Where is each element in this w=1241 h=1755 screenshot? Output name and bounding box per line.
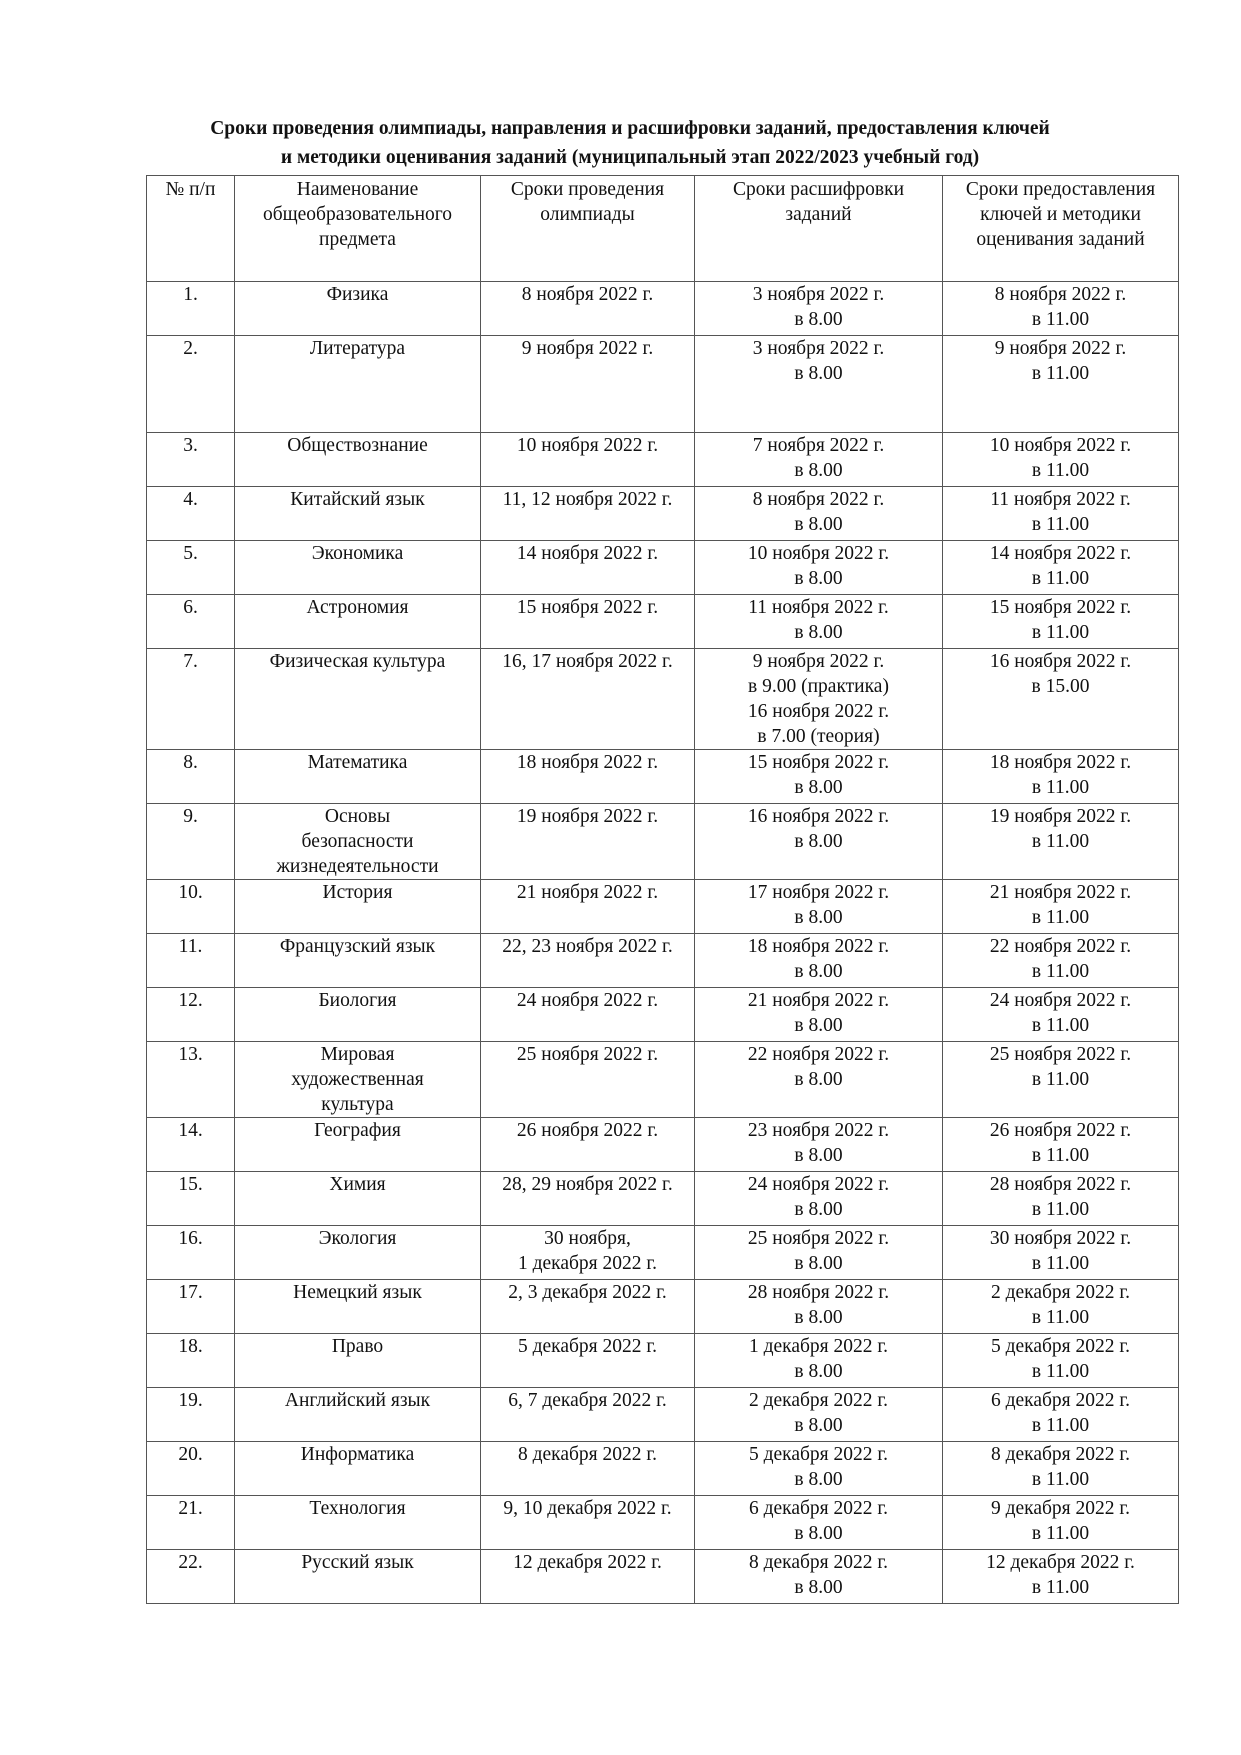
table-row [147,595,1179,649]
cell-line: 6 декабря 2022 г. [748,1498,889,1519]
cell-line: в 8.00 [794,1361,843,1382]
olympiad-date-cell [481,336,695,433]
decrypt-date-cell [695,541,943,595]
cell-line: Китайский язык [290,489,425,510]
cell-line: 16, 17 ноября 2022 г. [502,651,673,672]
olympiad-date-cell [481,541,695,595]
cell-line: в 11.00 [1031,1199,1090,1220]
decrypt-date-cell [695,595,943,649]
header-text: Сроки расшифровки [732,179,905,200]
cell-line: 11 ноября 2022 г. [748,597,889,618]
subject-cell [235,487,481,541]
cell-line: в 8.00 [794,514,843,535]
cell-line: в 8.00 [794,460,843,481]
cell-line: 2 декабря 2022 г. [748,1390,889,1411]
keys-date-cell [943,1496,1179,1550]
page-title [130,114,1130,172]
cell-line: в 11.00 [1031,777,1090,798]
table-row [147,336,1179,433]
cell-line: География [314,1120,401,1141]
cell-line: 14 ноября 2022 г. [989,543,1132,564]
subject-cell [235,988,481,1042]
subject-cell [235,282,481,336]
cell-line: Астрономия [306,597,409,618]
cell-line: 5 декабря 2022 г. [990,1336,1131,1357]
cell-line: Информатика [300,1444,415,1465]
decrypt-date-cell [695,1388,943,1442]
row-number: 16. [147,1226,235,1280]
table-row [147,1042,1179,1118]
cell-line: Мировая [320,1044,395,1065]
table-row [147,880,1179,934]
cell-line: в 8.00 [794,363,843,384]
row-number: 21. [147,1496,235,1550]
cell-line: 8 декабря 2022 г. [517,1444,658,1465]
keys-date-cell [943,649,1179,750]
cell-line: 16 ноября 2022 г. [989,651,1132,672]
cell-line: в 11.00 [1031,907,1090,928]
cell-line: 11, 12 ноября 2022 г. [502,489,673,510]
row-number: 12. [147,988,235,1042]
cell-line: 3 ноября 2022 г. [752,284,885,305]
table-row [147,988,1179,1042]
cell-line: 5 декабря 2022 г. [517,1336,658,1357]
subject-cell [235,804,481,880]
cell-line: 9, 10 декабря 2022 г. [503,1498,672,1519]
olympiad-date-cell [481,1118,695,1172]
table-row [147,433,1179,487]
cell-line: 8 ноября 2022 г. [994,284,1127,305]
table-row [147,804,1179,880]
cell-line: в 11.00 [1031,309,1090,330]
olympiad-date-cell [481,1388,695,1442]
keys-date-cell [943,1388,1179,1442]
cell-line: 14 ноября 2022 г. [516,543,659,564]
keys-date-cell [943,1442,1179,1496]
cell-line: 18 ноября 2022 г. [516,752,659,773]
row-number: 9. [147,804,235,880]
cell-line: в 8.00 [794,309,843,330]
decrypt-date-cell [695,1280,943,1334]
cell-line: Немецкий язык [293,1282,422,1303]
olympiad-date-cell [481,1334,695,1388]
cell-line: 30 ноября, [544,1228,631,1249]
subject-cell [235,1550,481,1604]
subject-cell [235,595,481,649]
decrypt-date-cell [695,880,943,934]
decrypt-date-cell [695,934,943,988]
cell-line: в 11.00 [1031,1523,1090,1544]
table-body [147,282,1179,1604]
cell-line: в 11.00 [1031,1069,1090,1090]
decrypt-date-cell [695,1226,943,1280]
keys-date-cell [943,1226,1179,1280]
olympiad-date-cell [481,1496,695,1550]
cell-line: 18 ноября 2022 г. [747,936,890,957]
cell-line: Технология [309,1498,406,1519]
header-text: ключей и методики [980,204,1141,225]
cell-line: 1 декабря 2022 г. [517,1253,658,1274]
table-row [147,934,1179,988]
subject-cell [235,1496,481,1550]
subject-cell [235,1334,481,1388]
cell-line: 24 ноября 2022 г. [747,1174,890,1195]
cell-line: 25 ноября 2022 г. [747,1228,890,1249]
cell-line: в 8.00 [794,961,843,982]
subject-cell [235,934,481,988]
cell-line: 25 ноября 2022 г. [989,1044,1132,1065]
cell-line: 15 ноября 2022 г. [747,752,890,773]
schedule-table [146,175,1179,1604]
decrypt-date-cell [695,1042,943,1118]
subject-cell [235,1118,481,1172]
cell-line: в 7.00 (теория) [757,726,880,747]
olympiad-date-cell [481,750,695,804]
cell-line: 2 декабря 2022 г. [990,1282,1131,1303]
cell-line: в 8.00 [794,1577,843,1598]
cell-line: 17 ноября 2022 г. [747,882,890,903]
cell-line: 21 ноября 2022 г. [989,882,1132,903]
cell-line: безопасности [301,831,414,852]
cell-line: 3 ноября 2022 г. [752,338,885,359]
cell-line: в 11.00 [1031,1015,1090,1036]
keys-date-cell [943,433,1179,487]
cell-line: Французский язык [279,936,436,957]
cell-line: 1 декабря 2022 г. [748,1336,889,1357]
cell-line: 26 ноября 2022 г. [516,1120,659,1141]
table-row [147,1118,1179,1172]
decrypt-date-cell [695,433,943,487]
subject-cell [235,1042,481,1118]
olympiad-date-cell [481,649,695,750]
keys-date-cell [943,1118,1179,1172]
cell-line: в 15.00 [1031,676,1090,697]
keys-date-cell [943,934,1179,988]
cell-line: 26 ноября 2022 г. [989,1120,1132,1141]
cell-line: 16 ноября 2022 г. [747,701,890,722]
table-row [147,1550,1179,1604]
cell-line: Математика [307,752,408,773]
row-number: 5. [147,541,235,595]
table-row [147,1334,1179,1388]
header-text: Наименование [296,179,419,200]
cell-line: в 11.00 [1031,1307,1090,1328]
row-number: 22. [147,1550,235,1604]
subject-cell [235,750,481,804]
table-row [147,1280,1179,1334]
cell-line: в 8.00 [794,1469,843,1490]
cell-line: 28 ноября 2022 г. [747,1282,890,1303]
cell-line: в 8.00 [794,568,843,589]
keys-date-cell [943,1334,1179,1388]
decrypt-date-cell [695,988,943,1042]
keys-date-cell [943,750,1179,804]
row-number: 10. [147,880,235,934]
cell-line: 19 ноября 2022 г. [989,806,1132,827]
cell-line: в 9.00 (практика) [748,676,889,697]
decrypt-date-cell [695,1550,943,1604]
cell-line: Английский язык [284,1390,431,1411]
keys-date-cell [943,880,1179,934]
header-num [147,176,235,282]
cell-line: в 8.00 [794,1199,843,1220]
cell-line: в 8.00 [794,1145,843,1166]
cell-line: в 11.00 [1031,568,1090,589]
header-text: предмета [319,229,396,250]
olympiad-date-cell [481,934,695,988]
keys-date-cell [943,595,1179,649]
subject-cell [235,1388,481,1442]
cell-line: 18 ноября 2022 г. [989,752,1132,773]
cell-line: Физика [326,284,389,305]
cell-line: культура [321,1094,394,1115]
cell-line: в 8.00 [794,1253,843,1274]
header-row [147,176,1179,282]
table-row [147,282,1179,336]
olympiad-date-cell [481,1442,695,1496]
cell-line: Литература [309,338,406,359]
cell-line: 6 декабря 2022 г. [990,1390,1131,1411]
cell-line: в 11.00 [1031,1577,1090,1598]
decrypt-date-cell [695,750,943,804]
cell-line: 21 ноября 2022 г. [747,990,890,1011]
keys-date-cell [943,1042,1179,1118]
table-row [147,1226,1179,1280]
header-decrypt-dates [695,176,943,282]
cell-line: Физическая культура [269,651,446,672]
cell-line: в 11.00 [1031,1469,1090,1490]
header-text: № п/п [165,179,216,200]
cell-line: в 8.00 [794,622,843,643]
cell-line: в 11.00 [1031,1415,1090,1436]
cell-line: Биология [318,990,397,1011]
header-text: заданий [785,204,852,225]
cell-line: в 11.00 [1031,460,1090,481]
cell-line: 8 ноября 2022 г. [521,284,654,305]
decrypt-date-cell [695,1334,943,1388]
cell-line: 9 ноября 2022 г. [521,338,654,359]
cell-line: в 11.00 [1031,831,1090,852]
cell-line: 12 декабря 2022 г. [986,1552,1135,1573]
olympiad-date-cell [481,1172,695,1226]
table-row [147,750,1179,804]
header-text: оценивания заданий [976,229,1145,250]
cell-line: в 11.00 [1031,961,1090,982]
cell-line: 21 ноября 2022 г. [516,882,659,903]
keys-date-cell [943,487,1179,541]
keys-date-cell [943,282,1179,336]
keys-date-cell [943,988,1179,1042]
decrypt-date-cell [695,336,943,433]
row-number: 11. [147,934,235,988]
cell-line: в 8.00 [794,1415,843,1436]
cell-line: Право [331,1336,384,1357]
cell-line: 9 ноября 2022 г. [994,338,1127,359]
cell-line: Экология [318,1228,397,1249]
cell-line: в 11.00 [1031,1361,1090,1382]
row-number: 14. [147,1118,235,1172]
cell-line: 23 ноября 2022 г. [747,1120,890,1141]
cell-line: 19 ноября 2022 г. [516,806,659,827]
cell-line: 28 ноября 2022 г. [989,1174,1132,1195]
header-subject [235,176,481,282]
cell-line: художественная [291,1069,424,1090]
cell-line: 24 ноября 2022 г. [989,990,1132,1011]
row-number: 17. [147,1280,235,1334]
table-header [147,176,1179,282]
header-text: общеобразовательного [262,204,453,225]
cell-line: 11 ноября 2022 г. [990,489,1131,510]
cell-line: 25 ноября 2022 г. [516,1044,659,1065]
row-number: 20. [147,1442,235,1496]
cell-line: в 11.00 [1031,363,1090,384]
subject-cell [235,1226,481,1280]
olympiad-date-cell [481,1226,695,1280]
decrypt-date-cell [695,1118,943,1172]
decrypt-date-cell [695,1442,943,1496]
cell-line: 22 ноября 2022 г. [989,936,1132,957]
decrypt-date-cell [695,649,943,750]
cell-line: 15 ноября 2022 г. [989,597,1132,618]
page-title-line-1: Сроки проведения олимпиады, направления и расшифровки заданий, предоставления ключей [210,118,1050,139]
row-number: 3. [147,433,235,487]
table-row [147,1388,1179,1442]
olympiad-date-cell [481,487,695,541]
header-text: Сроки проведения [510,179,665,200]
table-row [147,1496,1179,1550]
keys-date-cell [943,336,1179,433]
cell-line: 5 декабря 2022 г. [748,1444,889,1465]
row-number: 4. [147,487,235,541]
olympiad-date-cell [481,1280,695,1334]
cell-line: Обществознание [287,435,428,456]
keys-date-cell [943,541,1179,595]
cell-line: 6, 7 декабря 2022 г. [508,1390,667,1411]
row-number: 15. [147,1172,235,1226]
header-keys-dates [943,176,1179,282]
cell-line: 10 ноября 2022 г. [989,435,1132,456]
cell-line: в 11.00 [1031,622,1090,643]
cell-line: 2, 3 декабря 2022 г. [508,1282,667,1303]
table-row [147,1172,1179,1226]
olympiad-date-cell [481,1550,695,1604]
cell-line: в 11.00 [1031,1145,1090,1166]
cell-line: 8 ноября 2022 г. [752,489,885,510]
cell-line: 7 ноября 2022 г. [752,435,885,456]
decrypt-date-cell [695,487,943,541]
cell-line: в 11.00 [1031,514,1090,535]
row-number: 7. [147,649,235,750]
keys-date-cell [943,1550,1179,1604]
header-text: олимпиады [540,204,635,225]
row-number: 1. [147,282,235,336]
subject-cell [235,336,481,433]
subject-cell [235,433,481,487]
cell-line: 28, 29 ноября 2022 г. [502,1174,673,1195]
row-number: 19. [147,1388,235,1442]
olympiad-date-cell [481,1042,695,1118]
table-row [147,1442,1179,1496]
keys-date-cell [943,1172,1179,1226]
subject-cell [235,1280,481,1334]
cell-line: в 8.00 [794,1307,843,1328]
cell-line: 9 ноября 2022 г. [752,651,885,672]
cell-line: История [322,882,393,903]
cell-line: Основы [324,806,391,827]
subject-cell [235,880,481,934]
decrypt-date-cell [695,282,943,336]
row-number: 13. [147,1042,235,1118]
cell-line: 22, 23 ноября 2022 г. [502,936,673,957]
cell-line: 24 ноября 2022 г. [516,990,659,1011]
cell-line: в 8.00 [794,907,843,928]
keys-date-cell [943,1280,1179,1334]
table-row [147,487,1179,541]
olympiad-date-cell [481,880,695,934]
cell-line: Химия [329,1174,386,1195]
row-number: 8. [147,750,235,804]
subject-cell [235,541,481,595]
keys-date-cell [943,804,1179,880]
cell-line: в 8.00 [794,777,843,798]
cell-line: Экономика [311,543,404,564]
cell-line: в 11.00 [1031,1253,1090,1274]
cell-line: жизнедеятельности [276,856,439,877]
page-title-line-2: и методики оценивания заданий (муниципальный этап 2022/2023 учебный год) [280,147,980,168]
cell-line: 16 ноября 2022 г. [747,806,890,827]
header-text: Сроки предоставления [965,179,1156,200]
decrypt-date-cell [695,804,943,880]
cell-line: 15 ноября 2022 г. [516,597,659,618]
cell-line: 10 ноября 2022 г. [516,435,659,456]
header-olympiad-dates [481,176,695,282]
cell-line: в 8.00 [794,831,843,852]
row-number: 18. [147,1334,235,1388]
subject-cell [235,1442,481,1496]
table-row [147,541,1179,595]
decrypt-date-cell [695,1496,943,1550]
olympiad-date-cell [481,433,695,487]
cell-line: в 8.00 [794,1015,843,1036]
table-row [147,649,1179,750]
cell-line: 8 декабря 2022 г. [748,1552,889,1573]
olympiad-date-cell [481,282,695,336]
cell-line: 12 декабря 2022 г. [513,1552,662,1573]
cell-line: 22 ноября 2022 г. [747,1044,890,1065]
cell-line: 9 декабря 2022 г. [990,1498,1131,1519]
olympiad-date-cell [481,804,695,880]
cell-line: в 8.00 [794,1523,843,1544]
olympiad-date-cell [481,595,695,649]
subject-cell [235,1172,481,1226]
cell-line: в 8.00 [794,1069,843,1090]
row-number: 6. [147,595,235,649]
subject-cell [235,649,481,750]
cell-line: 30 ноября 2022 г. [989,1228,1132,1249]
cell-line: 8 декабря 2022 г. [990,1444,1131,1465]
olympiad-date-cell [481,988,695,1042]
cell-line: 10 ноября 2022 г. [747,543,890,564]
decrypt-date-cell [695,1172,943,1226]
row-number: 2. [147,336,235,433]
cell-line: Русский язык [301,1552,414,1573]
